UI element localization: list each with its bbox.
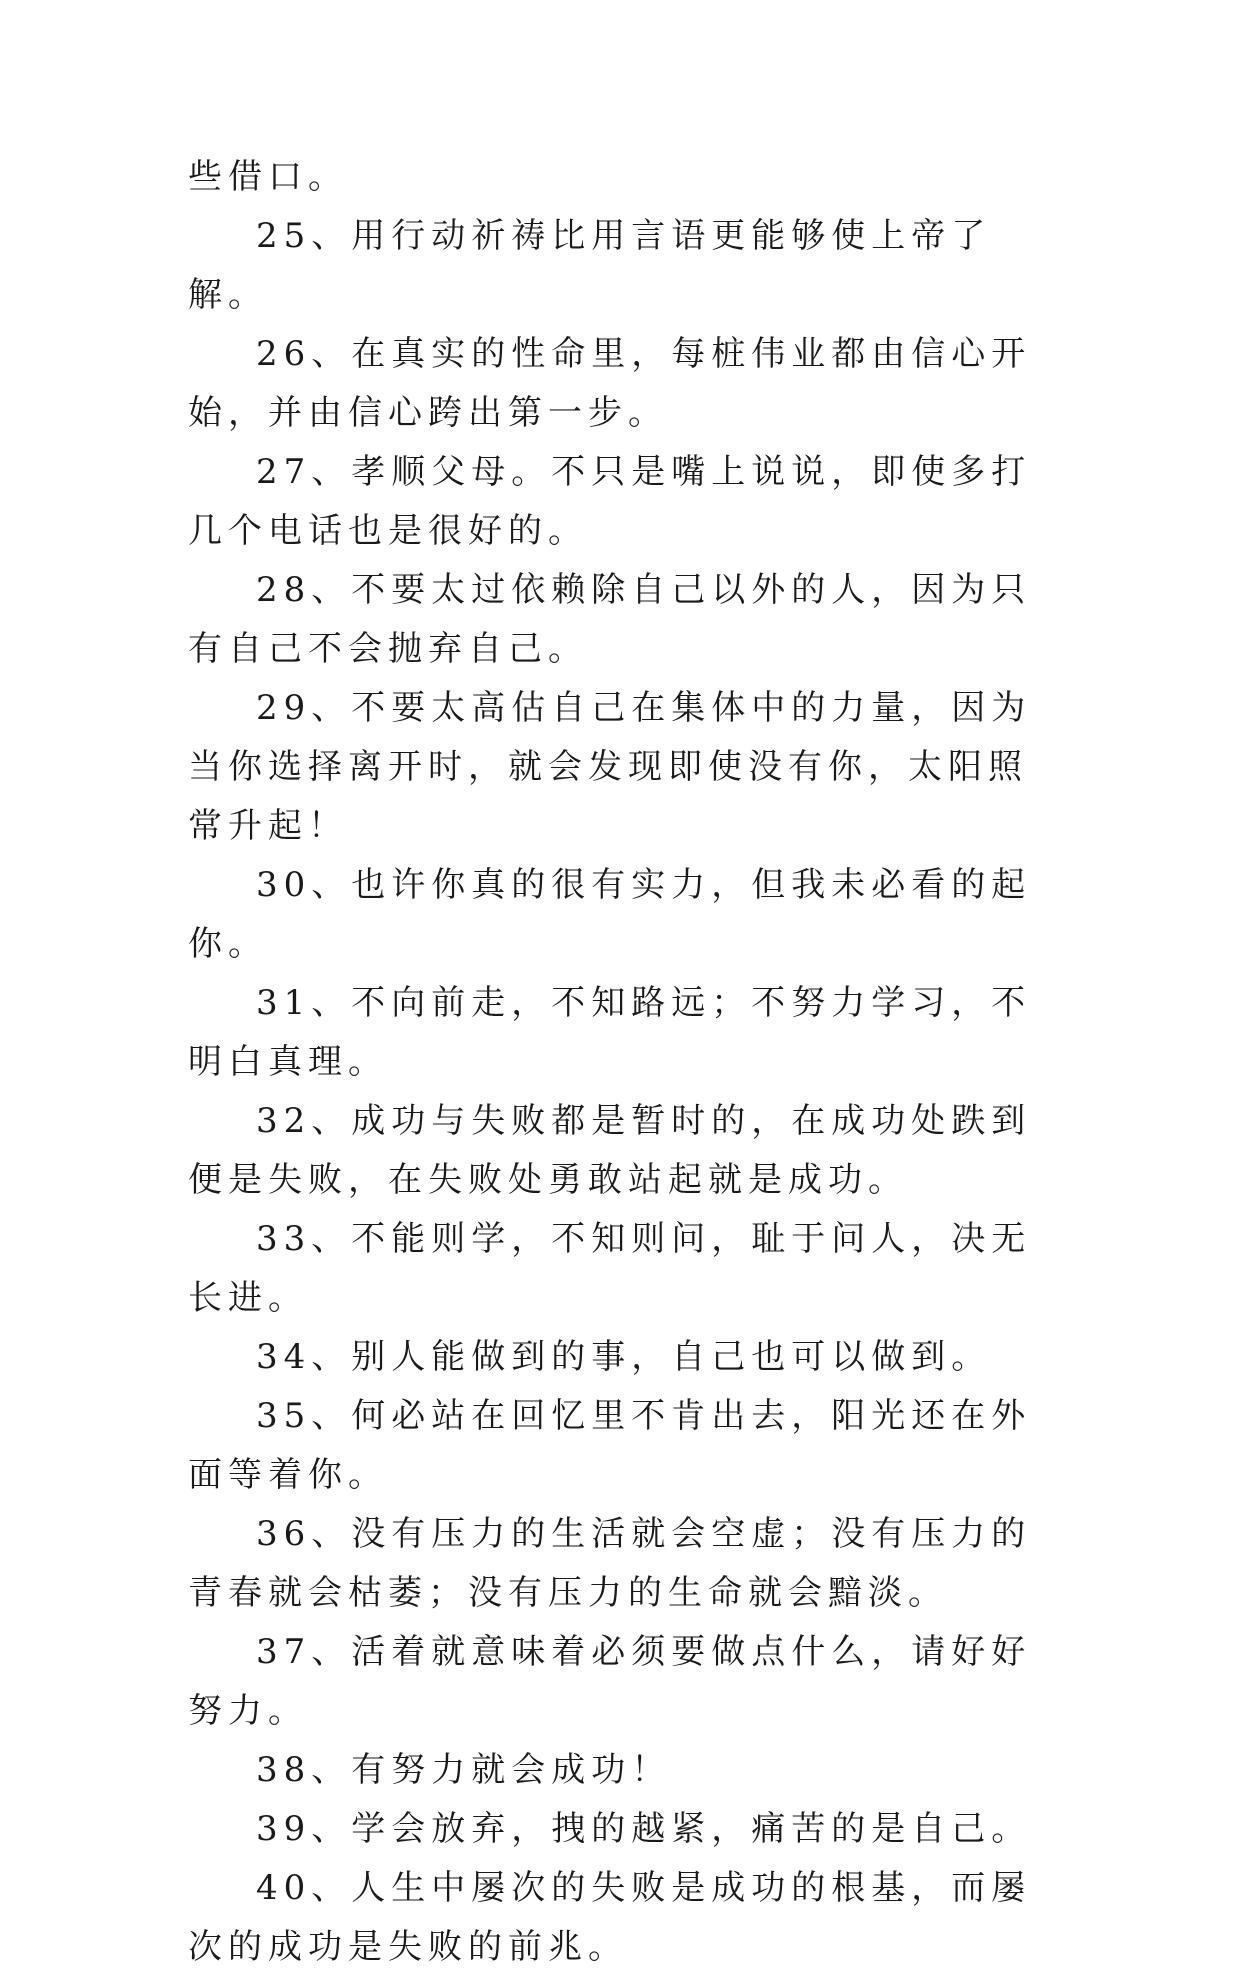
paragraph-continuation: 些借口。 [188, 157, 348, 197]
quote-30: 30、也许你真的很有实力，但我未必看的起你。 [188, 865, 1032, 964]
quote-38: 38、有努力就会成功！ [256, 1750, 672, 1790]
document-body [188, 148, 1058, 1977]
quote-32: 32、成功与失败都是暂时的，在成功处跌到便是失败，在失败处勇敢站起就是成功。 [188, 1101, 1032, 1200]
quote-39: 39、学会放弃，拽的越紧，痛苦的是自己。 [256, 1809, 1032, 1849]
quote-34: 34、别人能做到的事，自己也可以做到。 [256, 1337, 992, 1377]
quote-25: 25、用行动祈祷比用言语更能够使上帝了解。 [188, 216, 992, 315]
quote-35: 35、何必站在回忆里不肯出去，阳光还在外面等着你。 [188, 1396, 1032, 1495]
quote-27: 27、孝顺父母。不只是嘴上说说，即使多打几个电话也是很好的。 [188, 452, 1032, 551]
quote-29: 29、不要太高估自己在集体中的力量，因为当你选择离开时，就会发现即使没有你，太阳照常升起！ [188, 688, 1032, 846]
quote-31: 31、不向前走，不知路远；不努力学习，不明白真理。 [188, 983, 1032, 1082]
quote-33: 33、不能则学，不知则问，耻于问人，决无长进。 [188, 1219, 1032, 1318]
quote-40: 40、人生中屡次的失败是成功的根基，而屡次的成功是失败的前兆。 [188, 1868, 1032, 1967]
quote-26: 26、在真实的性命里，每桩伟业都由信心开始，并由信心跨出第一步。 [188, 334, 1032, 433]
quote-28: 28、不要太过依赖除自己以外的人，因为只有自己不会抛弃自己。 [188, 570, 1032, 669]
quote-37: 37、活着就意味着必须要做点什么，请好好努力。 [188, 1632, 1032, 1731]
quote-36: 36、没有压力的生活就会空虚；没有压力的青春就会枯萎；没有压力的生命就会黯淡。 [188, 1514, 1032, 1613]
